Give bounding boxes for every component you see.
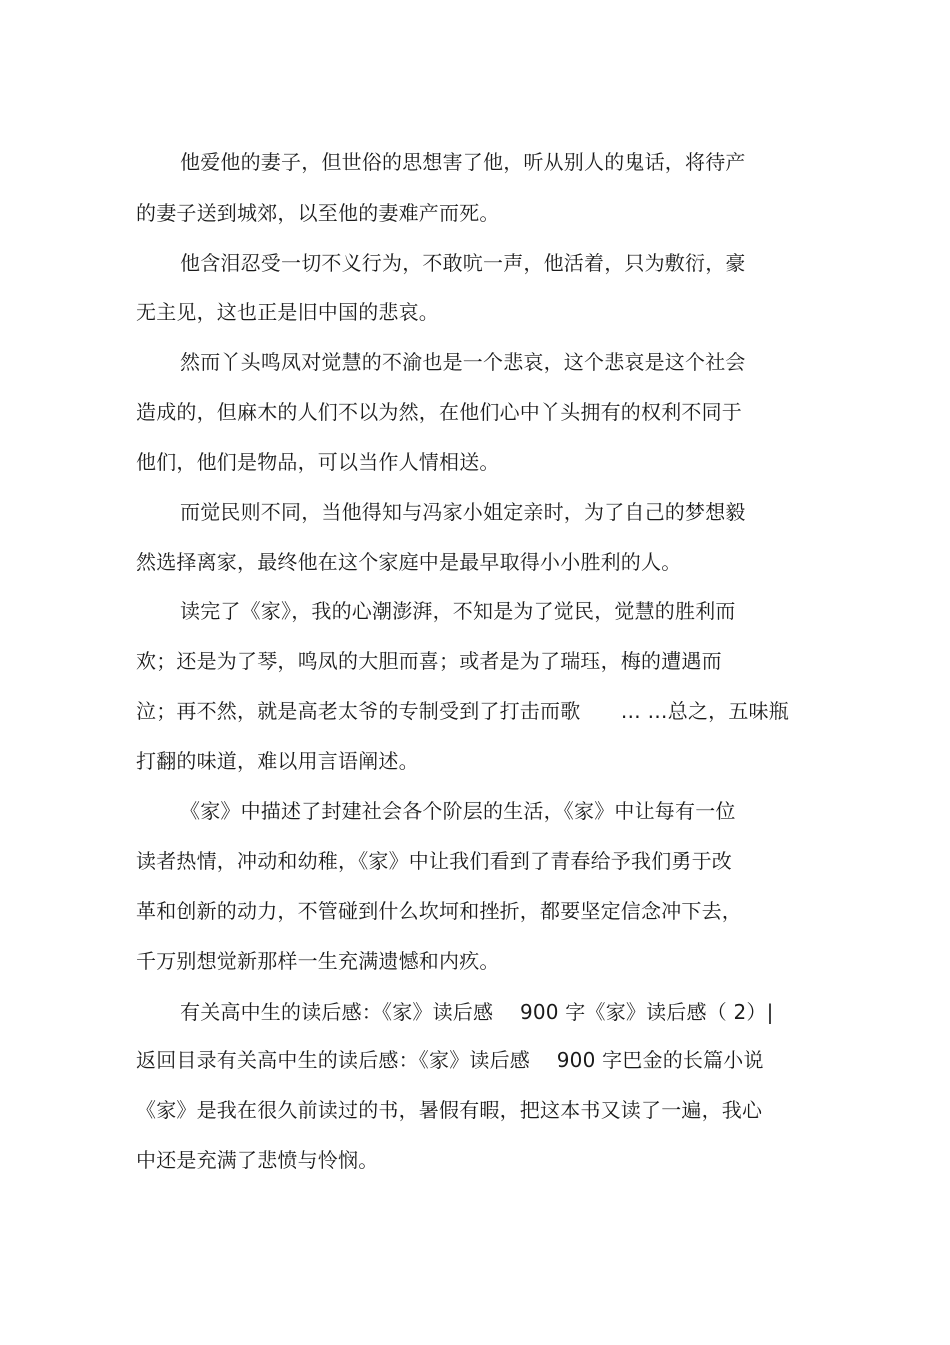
text-line: 而觉民则不同，当他得知与冯家小姐定亲时，为了自己的梦想毅: [180, 500, 746, 524]
text-line: 读者热情，冲动和幼稚，《家》中让我们看到了青春给予我们勇于改: [136, 849, 732, 873]
text-line: 《家》中描述了封建社会各个阶层的生活，《家》中让每有一位: [180, 799, 736, 823]
text-line: 泣；再不然，就是高老太爷的专制受到了打击而歌 … …总之，五味瓶: [136, 699, 789, 723]
text-line: 读完了《家》，我的心潮澎湃，不知是为了觉民，觉慧的胜利而: [180, 599, 736, 623]
text-line: 无主见，这也正是旧中国的悲哀。: [136, 300, 439, 324]
text-line: 欢；还是为了琴，鸣凤的大胆而喜；或者是为了瑞珏，梅的遭遇而: [136, 649, 722, 673]
text-line: 革和创新的动力，不管碰到什么坎坷和挫折，都要坚定信念冲下去，: [136, 899, 742, 923]
text-line: 《家》是我在很久前读过的书，暑假有暇，把这本书又读了一遍，我心: [136, 1098, 763, 1122]
text-line: 他们，他们是物品，可以当作人情相送。: [136, 450, 500, 474]
text-line: 然选择离家，最终他在这个家庭中是最早取得小小胜利的人。: [136, 550, 682, 574]
text-line: 他含泪忍受一切不义行为，不敢吭一声，他活着，只为敷衍，豪: [180, 251, 746, 275]
text-line: 造成的，但麻木的人们不以为然，在他们心中丫头拥有的权利不同于: [136, 400, 742, 424]
text-line: 千万别想觉新那样一生充满遗憾和内疚。: [136, 949, 500, 973]
text-line: 有关高中生的读后感：《家》读后感 900 字《家》读后感（ 2）|: [180, 1000, 774, 1024]
text-line: 然而丫头鸣凤对觉慧的不渝也是一个悲哀，这个悲哀是这个社会: [180, 350, 746, 374]
text-line: 他爱他的妻子，但世俗的思想害了他，听从别人的鬼话，将待产: [180, 150, 746, 174]
text-line: 中还是充满了悲愤与怜悯。: [136, 1148, 379, 1172]
text-line: 的妻子送到城郊，以至他的妻难产而死。: [136, 201, 500, 225]
text-line: 返回目录有关高中生的读后感：《家》读后感 900 字巴金的长篇小说: [136, 1048, 764, 1072]
text-line: 打翻的味道，难以用言语阐述。: [136, 749, 419, 773]
